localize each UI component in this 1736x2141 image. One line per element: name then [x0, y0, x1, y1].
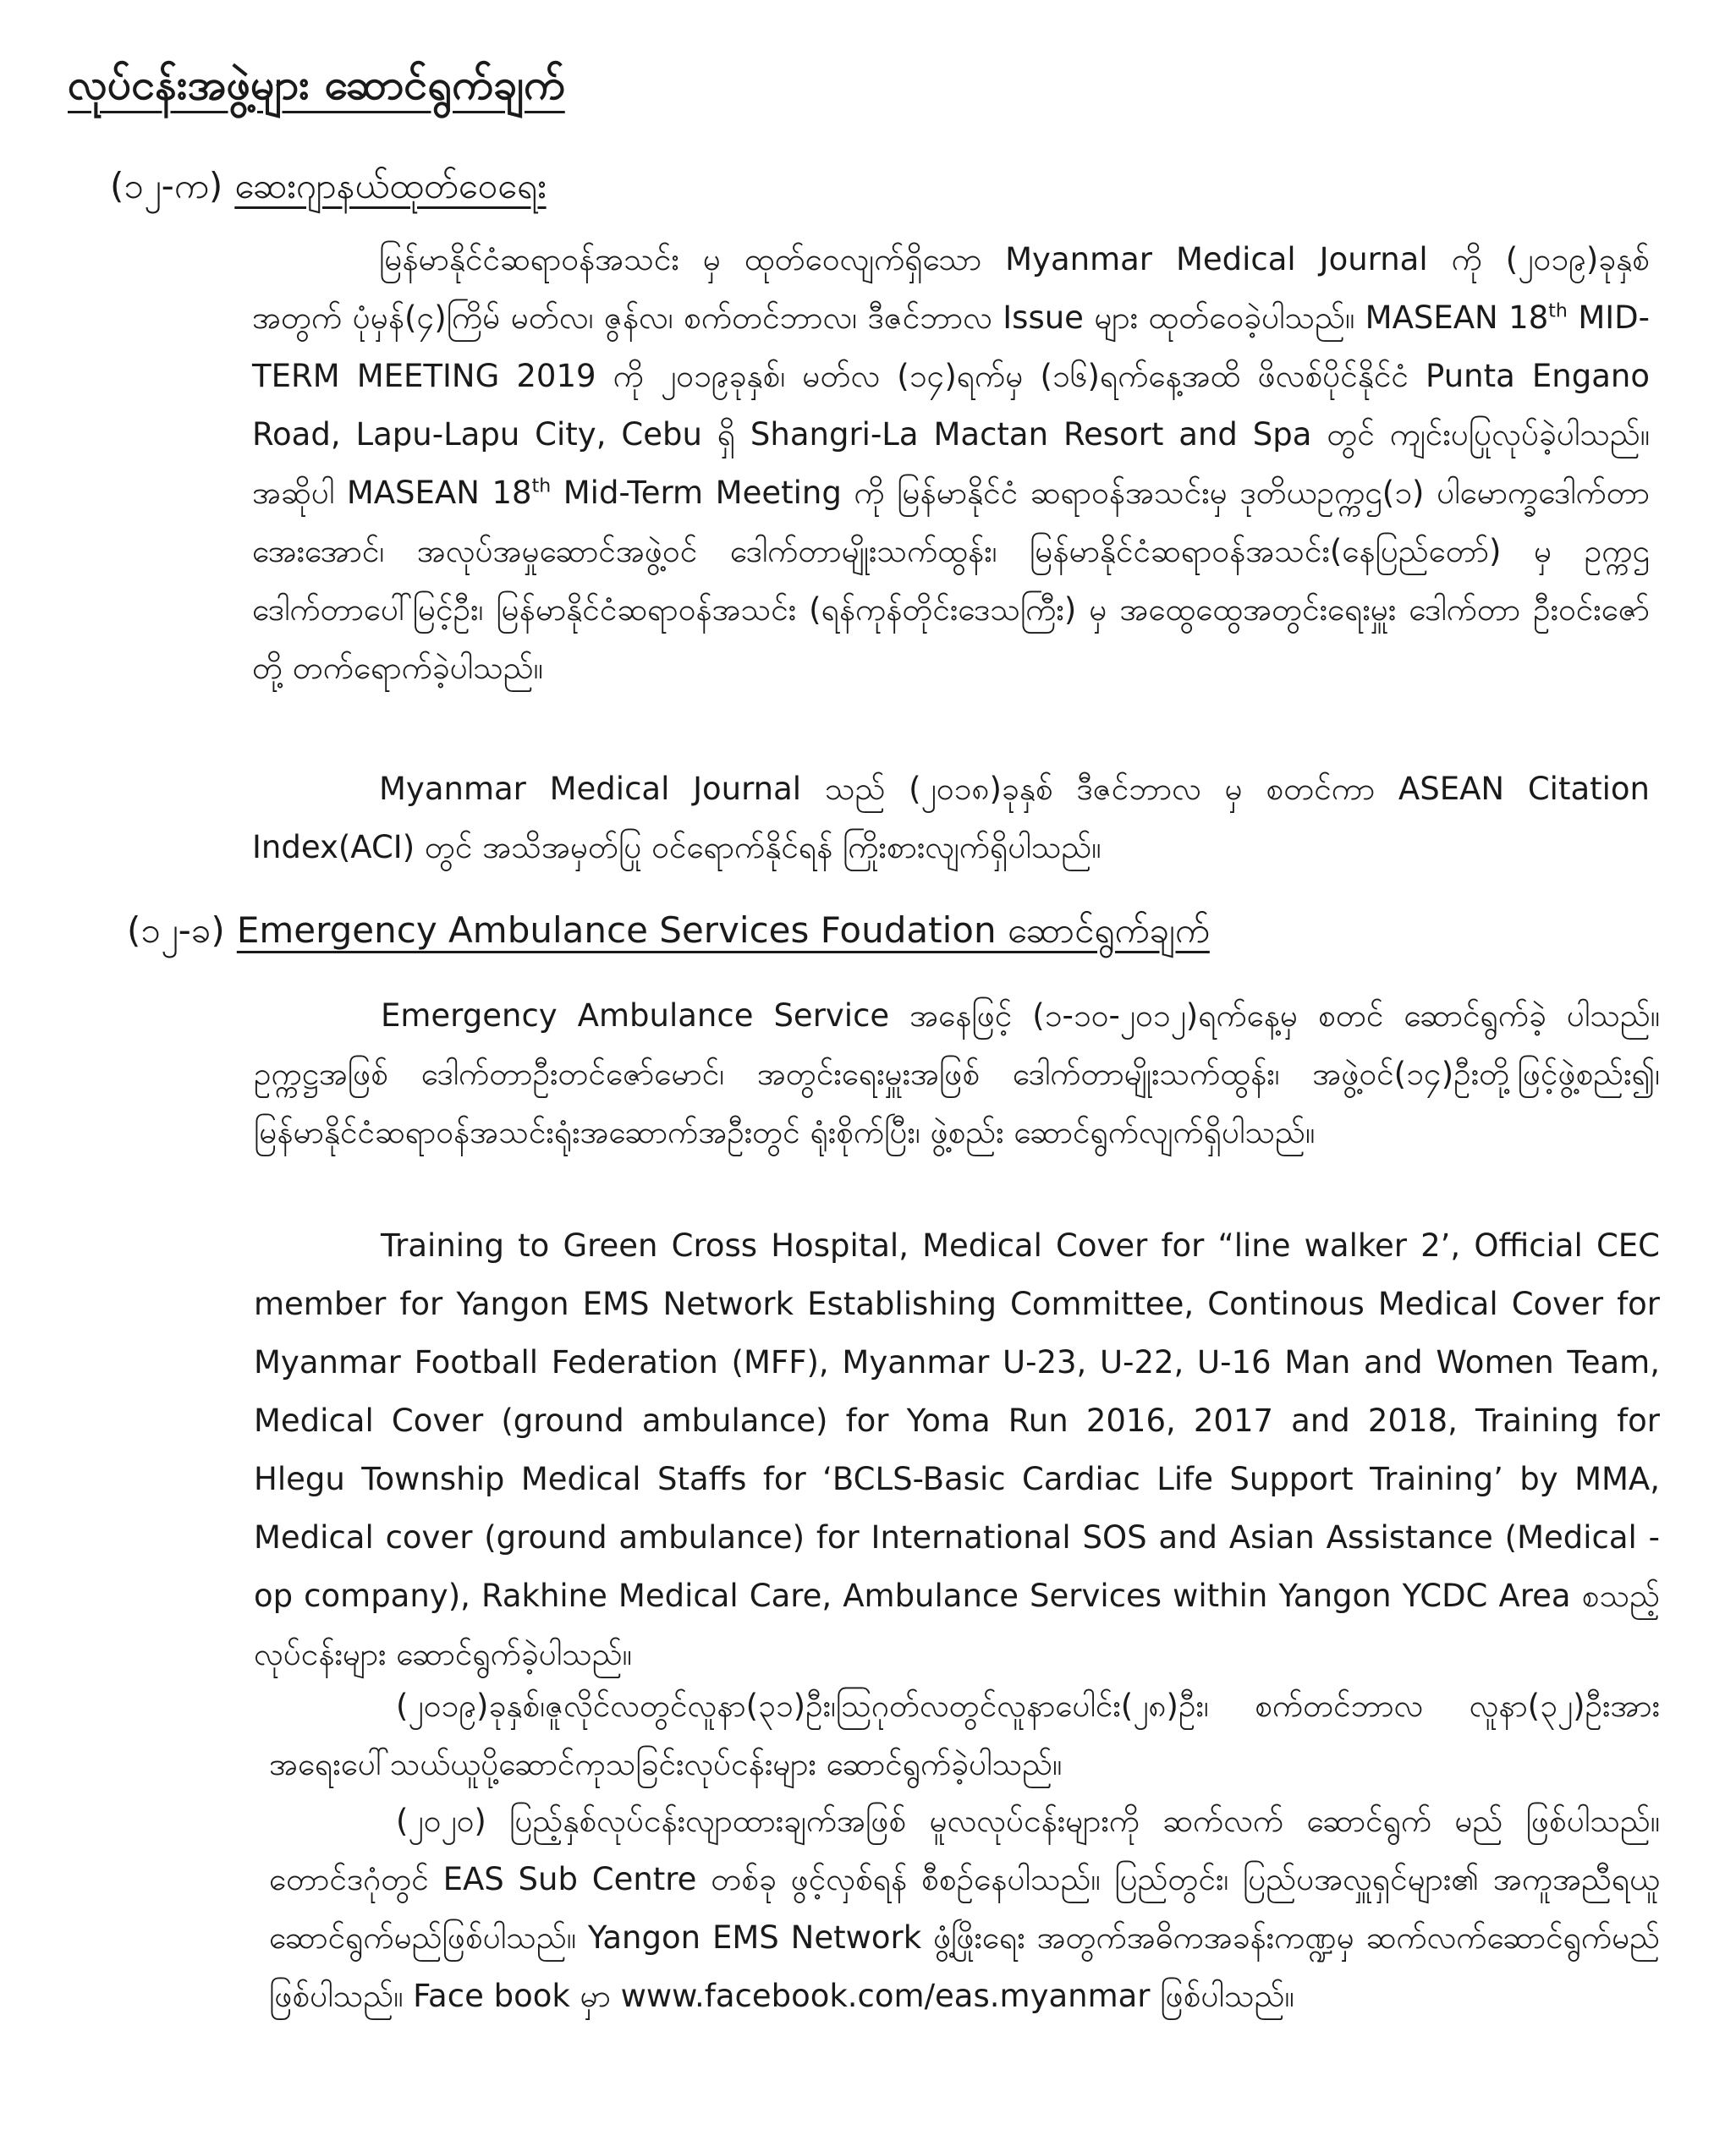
section-b-paragraph-2: Training to Green Cross Hospital, Medical Cover for “line walker 2’, Official CEC member for Yangon EMS Network Establishing Committee, Continous Medical Cover for Myanmar Football Federation (MFF), Myanmar U-23, U-22, U-16 Man and Women Team, Medical Cover (ground ambulance) for Yoma Run 2016, 2017 and 2018, Training for Hlegu Township Medical Staffs for ‘BCLS-Basic Cardiac Life Support Training’ by MMA, Medical cover (ground ambulance) for International SOS and Asian Assistance (Medical -op company), Rakhine Medical Care, Ambulance Services within Yangon YCDC Area စသည့်လုပ်ငန်းများ ဆောင်ရွက်ခဲ့ပါသည်။	[254, 1227, 1660, 1672]
section-a-p1-sup-1: th	[1548, 300, 1568, 322]
page-title: လုပ်ငန်းအဖွဲ့များ ဆောင်ရွက်ချက်	[68, 60, 565, 109]
section-a-paragraph-2: Myanmar Medical Journal သည် (၂၀၁၈)ခုနှစ် ဒီဇင်ဘာလ မှ စတင်ကာ ASEAN Citation Index(ACI) တွင် အသိအမှတ်ပြု ဝင်ရောက်နိုင်ရန် ကြိုးစားလျက်ရှိပါသည်။	[252, 771, 1650, 865]
section-b-title: Emergency Ambulance Services Foudation ဆောင်ရွက်ချက်	[236, 909, 1210, 951]
section-a-p1-sup-2: th	[531, 475, 552, 497]
section-b-paragraph-4: (၂၀၂၀) ပြည့်နှစ်လုပ်ငန်းလျာထားချက်အဖြစ် မူလလုပ်ငန်းများကို ဆက်လက် ဆောင်ရွက် မည် ဖြစ်ပါသည်။ တောင်ဒဂုံတွင် EAS Sub Centre တစ်ခု ဖွင့်လှစ်ရန် စီစဉ်နေပါသည်။ ပြည်တွင်း၊ ပြည်ပအလှူရှင်များ၏ အကူအညီရယူ ဆောင်ရွက်မည်ဖြစ်ပါသည်။ Yangon EMS Network ဖွံ့ဖြိုးရေး အတွက်အဓိကအခန်းကဏ္ဍမှ ဆက်လက်ဆောင်ရွက်မည်ဖြစ်ပါသည်။ Face book မှာ www.facebook.com/eas.myanmar ဖြစ်ပါသည်။	[269, 1803, 1660, 2014]
section-a-p1-text-3: Mid-Term Meeting ကို မြန်မာနိုင်ငံ ဆရာဝန်အသင်းမှ ဒုတိယဥက္ကဌ(၁) ပါမောက္ခဒေါက်တာအေးအောင်၊ အလုပ်အမှုဆောင်အဖွဲ့ဝင် ဒေါက်တာမျိုးသက်ထွန်း၊ မြန်မာနိုင်ငံဆရာဝန်အသင်း(နေပြည်တော်) မှ ဥက္ကဌ ဒေါက်တာပေါ်မြင့်ဦး၊ မြန်မာနိုင်ငံဆရာဝန်အသင်း (ရန်ကုန်တိုင်းဒေသကြီး) မှ အထွေထွေအတွင်းရေးမှူး ဒေါက်တာ ဦးဝင်းဇော် တို့ တက်ရောက်ခဲ့ပါသည်။	[252, 475, 1650, 686]
section-b-number: (၁၂-ခ)	[127, 909, 225, 951]
section-a-paragraph-1	[252, 230, 1650, 697]
section-a-p1-text-1: မြန်မာနိုင်ငံဆရာဝန်အသင်း မှ ထုတ်ဝေလျက်ရှိသော Myanmar Medical Journal ကို (၂၀၁၉)ခုနှစ် အတွက် ပုံမှန်(၄)ကြိမ် မတ်လ၊ ဇွန်လ၊ စက်တင်ဘာလ၊ ဒီဇင်ဘာလ Issue များ ထုတ်ဝေခဲ့ပါသည်။ MASEAN 18	[252, 241, 1650, 336]
section-a-number: (၁၂-က)	[110, 165, 223, 206]
section-b-paragraph-3: (၂၀၁၉)ခုနှစ်၊ဇူလိုင်လတွင်လူနာ(၃၁)ဦး၊ဩဂုတ်လတွင်လူနာပေါင်း(၂၈)ဦး၊ စက်တင်ဘာလ လူနာ(၃၂)ဦးအား အရေးပေါ်သယ်ယူပို့ဆောင်ကုသခြင်းလုပ်ငန်းများ ဆောင်ရွက်ခဲ့ပါသည်။	[269, 1688, 1660, 1782]
section-a-heading	[110, 159, 547, 213]
section-b-paragraph-1: Emergency Ambulance Service အနေဖြင့် (၁-၁၀-၂၀၁၂)ရက်နေ့မှ စတင် ဆောင်ရွက်ခဲ့ ပါသည်။ ဥက္ကဋ္ဌအဖြစ် ဒေါက်တာဦးတင်ဇော်မောင်၊ အတွင်းရေးမှူးအဖြစ် ဒေါက်တာမျိုးသက်ထွန်း၊ အဖွဲ့ဝင်(၁၄)ဦးတို့ဖြင့်ဖွဲ့စည်း၍၊ မြန်မာနိုင်ငံဆရာဝန်အသင်းရုံးအဆောက်အဦးတွင် ရုံးစိုက်ပြီး၊ ဖွဲ့စည်း ဆောင်ရွက်လျက်ရှိပါသည်။	[254, 997, 1660, 1150]
section-a-p1-text-2: MID-TERM MEETING 2019 ကို ၂၀၁၉ခုနှစ်၊ မတ်လ (၁၄)ရက်မှ (၁၆)ရက်နေ့အထိ ဖိလစ်ပိုင်နိုင်ငံ Punta Engano Road, Lapu-Lapu City, Cebu ရှိ Shangri-La Mactan Resort and Spa တွင် ကျင်းပပြုလုပ်ခဲ့ပါသည်။ အဆိုပါ MASEAN 18	[252, 299, 1650, 511]
section-a-title: ဆေးဂျာနယ်ထုတ်ဝေရေး	[234, 165, 547, 206]
section-b-heading	[127, 903, 1210, 958]
